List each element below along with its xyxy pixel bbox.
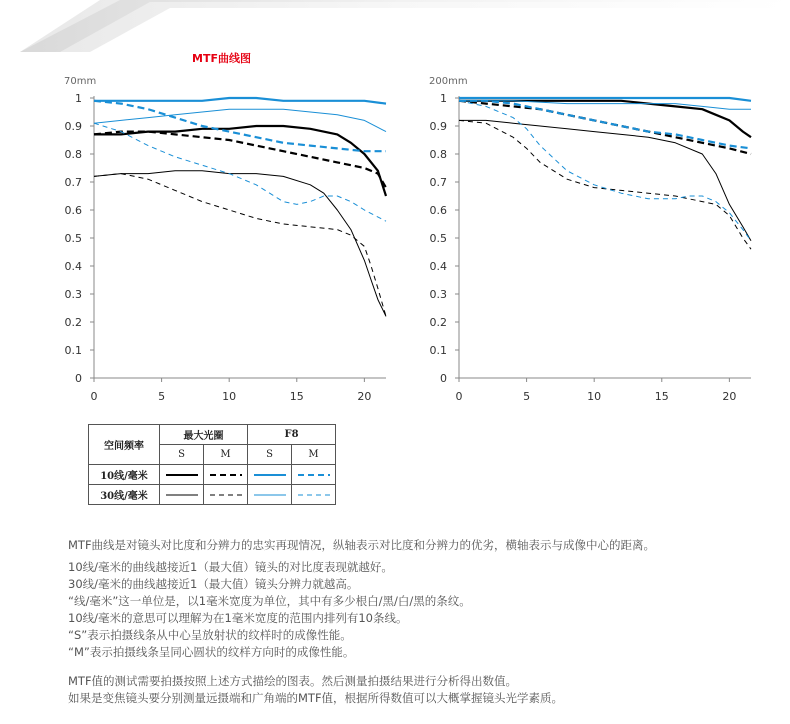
legend-row-10: 10线/毫米 <box>89 465 160 485</box>
legend-row-30: 30线/毫米 <box>89 485 160 505</box>
chart-70mm-y-tick-label: 0.3 <box>64 288 82 301</box>
description-block-1 <box>68 537 655 554</box>
legend-table <box>88 424 336 505</box>
chart-70mm-y-tick-label: 0.2 <box>64 316 82 329</box>
chart-70mm-x-tick-label: 20 <box>357 390 372 403</box>
description-line: “M”表示拍摄线条呈同心圆状的纹样方向时的成像性能。 <box>68 645 355 659</box>
chart-70mm-x-tick-label: 5 <box>158 390 166 403</box>
chart-70mm-series-line <box>94 171 386 317</box>
chart-70mm-x-tick-label: 15 <box>289 390 304 403</box>
legend-swatch-f8-s-30 <box>248 485 292 505</box>
chart-200mm-series-line <box>459 101 751 109</box>
chart-70mm-series-line <box>94 101 386 151</box>
legend-swatch-max-m-10 <box>204 465 248 485</box>
description-line: “线/毫米”这一单位是，以1毫米宽度为单位，其中有多少根白/黑/白/黑的条纹。 <box>68 594 471 608</box>
chart-200mm-x-tick-label: 15 <box>654 390 669 403</box>
chart-70mm-y-tick-label: 0.6 <box>64 204 82 217</box>
description-line: 10线/毫米的意思可以理解为在1毫米宽度的范围内排列有10条线。 <box>68 611 408 625</box>
legend-m-label: M <box>292 445 336 465</box>
chart-200mm-y-tick-label: 0.3 <box>429 288 447 301</box>
chart-200mm-x-tick-label: 10 <box>587 390 602 403</box>
chart-70mm-y-tick-label: 0.8 <box>64 148 82 161</box>
chart-70mm-y-tick-label: 0.4 <box>64 260 82 273</box>
chart-70mm-y-tick-label: 0.9 <box>64 120 82 133</box>
description-line: MTF值的测试需要拍摄按照上述方式描绘的图表。然后测量拍摄结果进行分析得出数值。 <box>68 674 518 688</box>
legend-s-label: S <box>248 445 292 465</box>
chart-200mm-series-line <box>459 120 751 240</box>
chart-70mm-y-tick-label: 0 <box>75 372 82 385</box>
legend-f8-header: F8 <box>248 425 336 445</box>
chart-70mm-series-line <box>94 126 386 196</box>
description-line: “S”表示拍摄线条从中心呈放射状的纹样时的成像性能。 <box>68 628 352 642</box>
chart-200mm-x-tick-label: 20 <box>722 390 737 403</box>
description-block-2 <box>68 559 471 661</box>
description-line: 10线/毫米的曲线越接近1（最大值）镜头的对比度表现就越好。 <box>68 560 393 574</box>
chart-200mm-y-tick-label: 0 <box>440 372 447 385</box>
chart-70mm-y-tick-label: 0.7 <box>64 176 82 189</box>
legend-freq-header: 空间频率 <box>89 425 160 465</box>
header-banner <box>0 0 790 60</box>
chart-70mm-y-tick-label: 0.5 <box>64 232 82 245</box>
chart-200mm-y-tick-label: 1 <box>440 92 447 105</box>
description-block-3 <box>68 673 563 707</box>
chart-200mm-series-line <box>459 120 751 249</box>
chart-200mm-y-tick-label: 0.5 <box>429 232 447 245</box>
page-title: MTF曲线图 <box>192 52 251 65</box>
chart-200mm-x-tick-label: 5 <box>523 390 531 403</box>
legend-max-aperture-header: 最大光圈 <box>160 425 248 445</box>
chart-70mm-x-tick-label: 10 <box>222 390 237 403</box>
chart-200mm-title: 200mm <box>429 76 468 87</box>
chart-70mm-series-line <box>94 98 386 104</box>
chart-70mm-y-tick-label: 1 <box>75 92 82 105</box>
chart-200mm-x-tick-label: 0 <box>455 390 463 403</box>
legend-swatch-max-s-30 <box>160 485 204 505</box>
legend-m-label: M <box>204 445 248 465</box>
chart-200mm-y-tick-label: 0.7 <box>429 176 447 189</box>
description-line: 如果是变焦镜头要分别测量远摄端和广角端的MTF值，根据所得数值可以大概掌握镜头光学素质。 <box>68 691 564 705</box>
legend-swatch-max-m-30 <box>204 485 248 505</box>
mtf-chart-70mm <box>60 70 400 410</box>
legend-swatch-f8-m-10 <box>292 465 336 485</box>
description-line: 30线/毫米的曲线越接近1（最大值）镜头分辨力就越高。 <box>68 577 359 591</box>
legend-swatch-f8-m-30 <box>292 485 336 505</box>
chart-200mm-y-tick-label: 0.8 <box>429 148 447 161</box>
chart-70mm-y-tick-label: 0.1 <box>64 344 82 357</box>
chart-200mm-y-tick-label: 0.9 <box>429 120 447 133</box>
chart-200mm-series-line <box>459 101 751 154</box>
chart-200mm-y-tick-label: 0.1 <box>429 344 447 357</box>
chart-70mm-title: 70mm <box>64 76 97 87</box>
chart-200mm-y-tick-label: 0.2 <box>429 316 447 329</box>
chart-70mm-x-tick-label: 0 <box>90 390 98 403</box>
chart-70mm-series-line <box>94 174 386 317</box>
chart-200mm-y-tick-label: 0.6 <box>429 204 447 217</box>
legend-swatch-f8-s-10 <box>248 465 292 485</box>
chart-200mm-y-tick-label: 0.4 <box>429 260 447 273</box>
mtf-chart-200mm <box>425 70 765 410</box>
description-line: MTF曲线是对镜头对比度和分辨力的忠实再现情况，纵轴表示对比度和分辨力的优劣，横轴表示与成像中心的距离。 <box>68 538 656 552</box>
chart-200mm-series-line <box>459 101 751 149</box>
legend-swatch-max-s-10 <box>160 465 204 485</box>
legend-s-label: S <box>160 445 204 465</box>
